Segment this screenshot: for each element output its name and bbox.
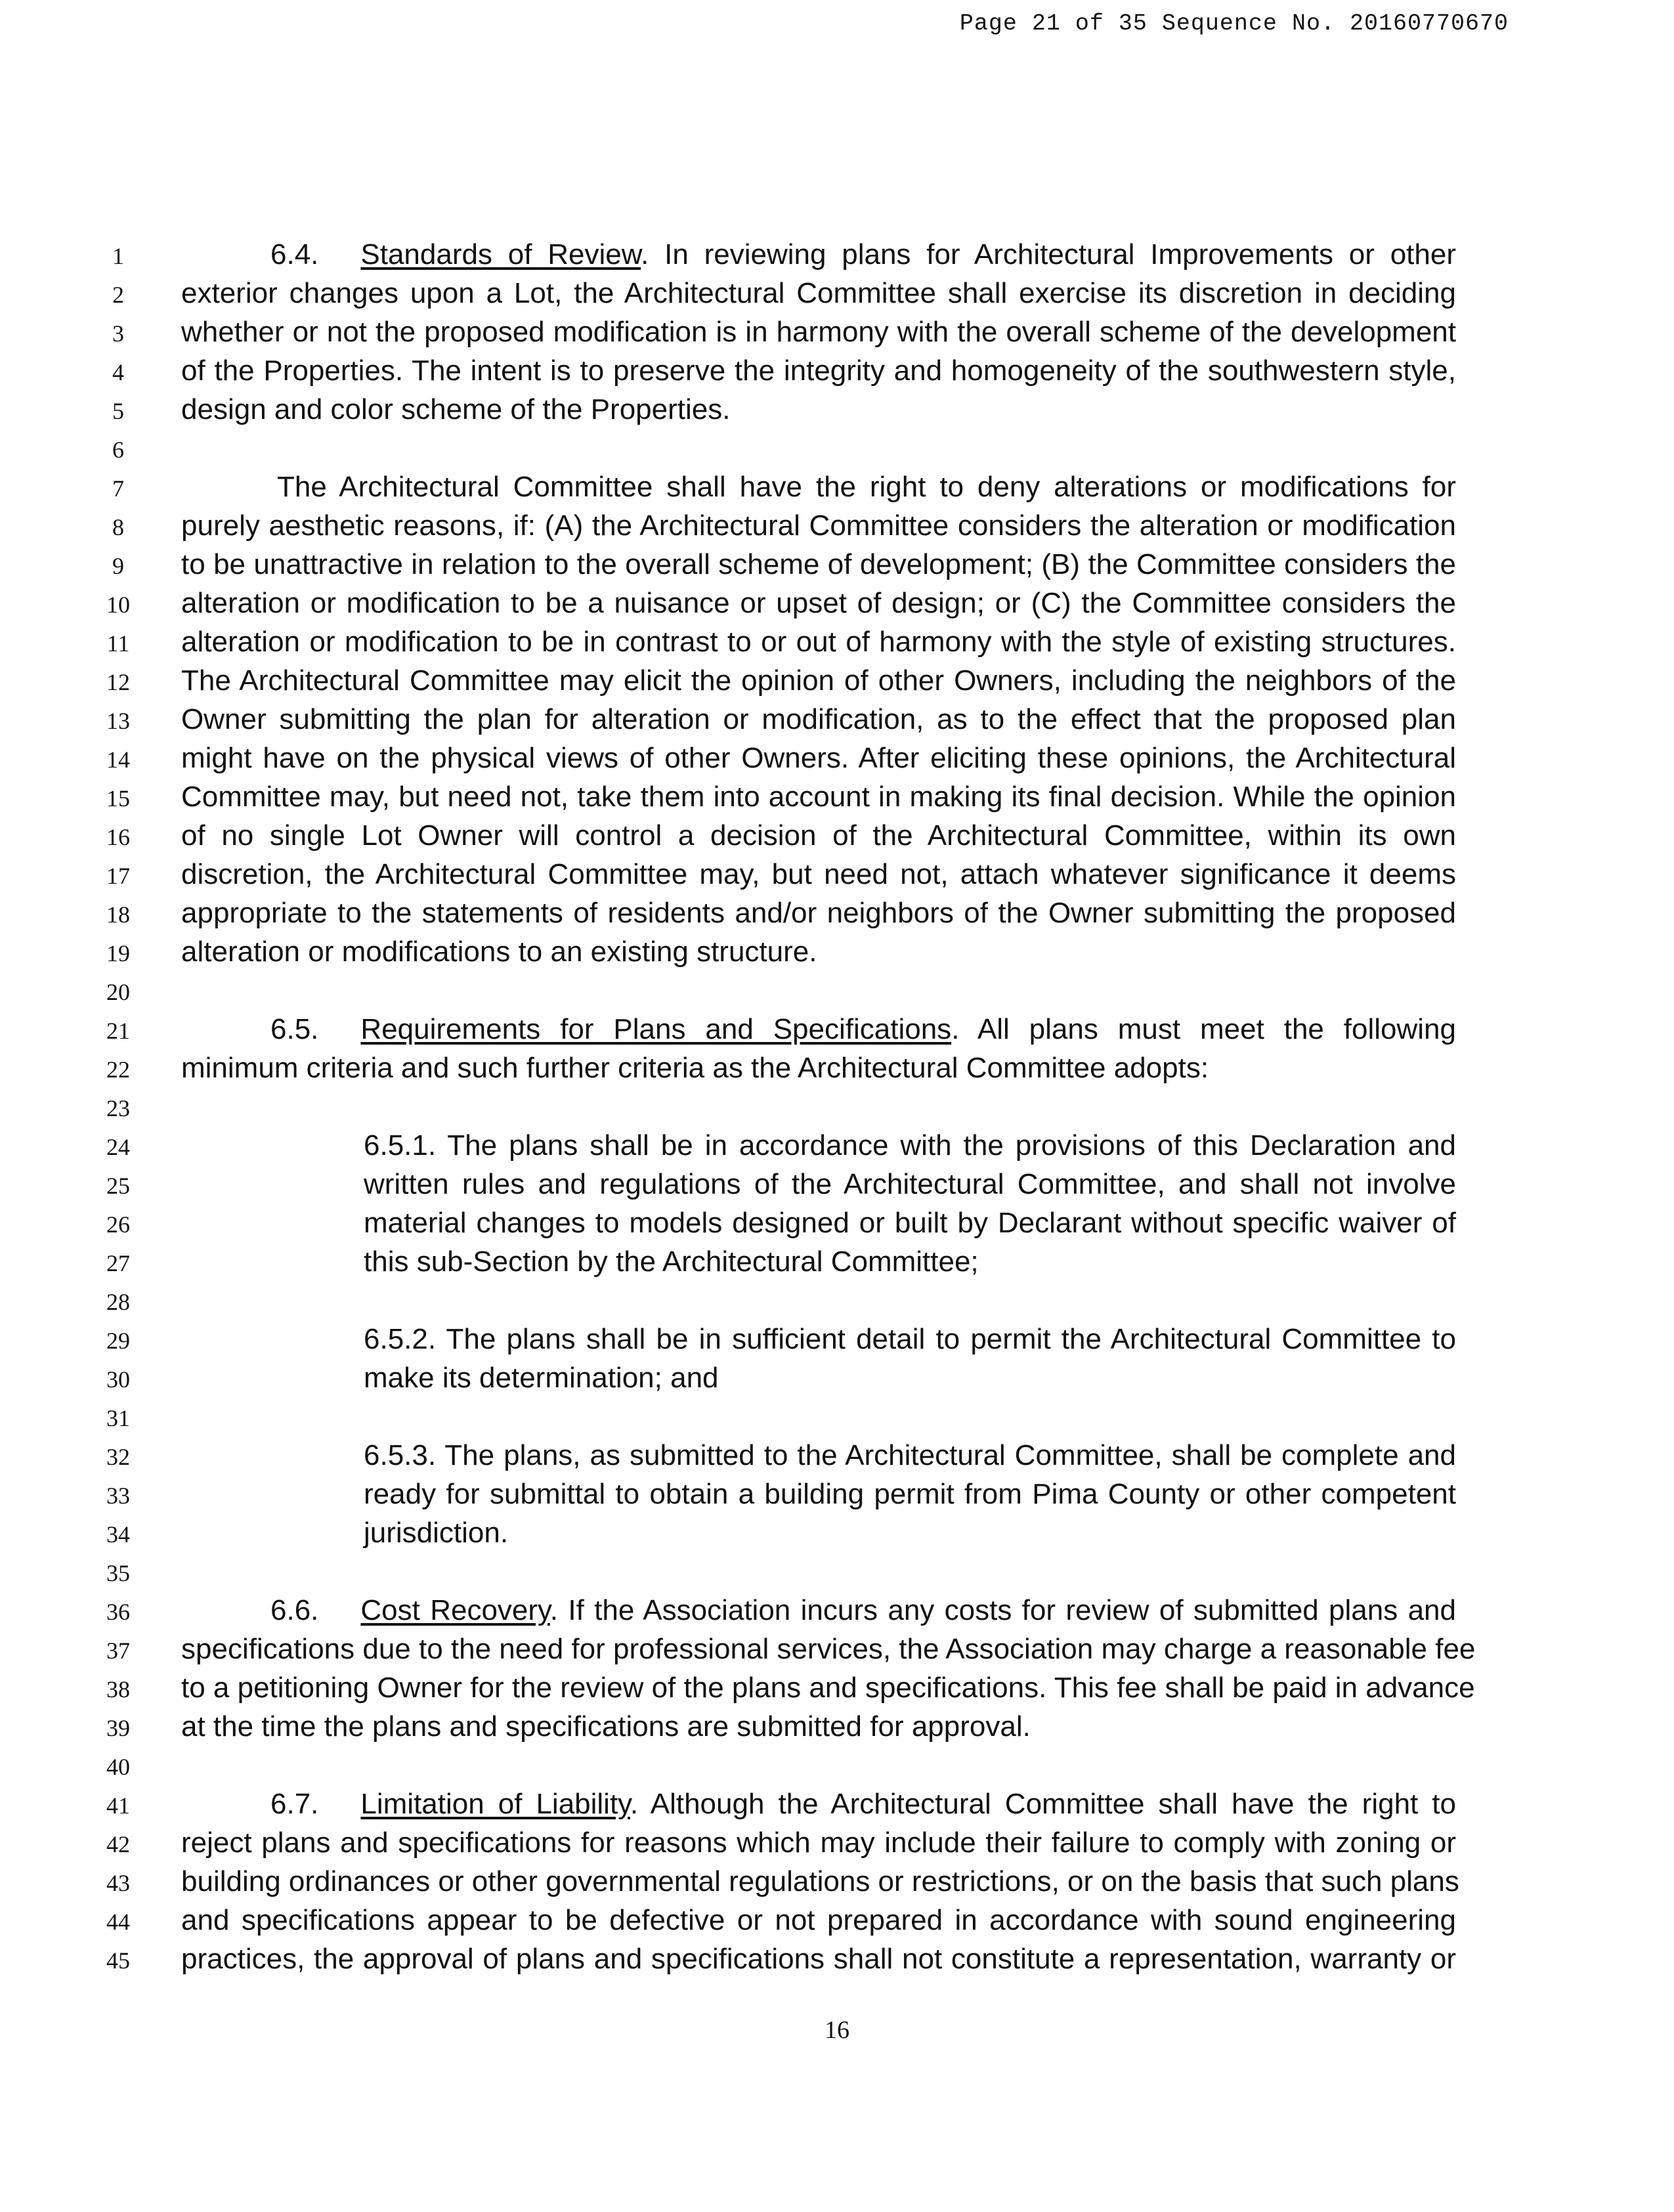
text-line: this sub-Section by the Architectural Committee; bbox=[364, 1246, 979, 1278]
subsection-6-5-1-line: 6.5.1. The plans shall be in accordance with the provisions of this Declaration and bbox=[364, 1129, 1456, 1161]
text-line: The Architectural Committee may elicit the opinion of other Owners, including the neighbors of the bbox=[181, 664, 1456, 697]
line-number: 2 bbox=[112, 282, 124, 308]
line-number: 16 bbox=[106, 824, 130, 850]
text-line: and specifications appear to be defective or not prepared in accordance with sound engineering bbox=[181, 1904, 1456, 1936]
text-line: might have on the physical views of other Owners. After eliciting these opinions, the Architectural bbox=[181, 742, 1456, 774]
line-number: 29 bbox=[106, 1328, 130, 1354]
text-line: Committee may, but need not, take them into account in making its final decision. While the opinion bbox=[181, 781, 1456, 813]
text-line: ready for submittal to obtain a building permit from Pima County or other competent bbox=[364, 1478, 1456, 1510]
line-number: 36 bbox=[106, 1599, 130, 1625]
section-number: 6.5. bbox=[270, 1013, 319, 1045]
line-number: 21 bbox=[106, 1018, 130, 1044]
line-number: 33 bbox=[106, 1483, 130, 1509]
text-line: minimum criteria and such further criteria as the Architectural Committee adopts: bbox=[181, 1052, 1209, 1084]
section-title: Standards of Review bbox=[360, 238, 641, 271]
line-number: 27 bbox=[106, 1250, 130, 1276]
line-number: 6 bbox=[112, 437, 124, 463]
line-number: 31 bbox=[106, 1405, 130, 1431]
text-line: at the time the plans and specifications are submitted for approval. bbox=[181, 1710, 1031, 1743]
line-number: 14 bbox=[106, 747, 130, 773]
page-number-footer: 16 bbox=[825, 2016, 849, 2044]
text-line: The Architectural Committee shall have the right to deny alterations or modifications for bbox=[277, 471, 1456, 503]
subsection-6-5-3-line: 6.5.3. The plans, as submitted to the Architectural Committee, shall be complete and bbox=[364, 1439, 1456, 1471]
line-number: 42 bbox=[106, 1831, 130, 1857]
section-6-5-heading-line bbox=[181, 1015, 1456, 1044]
text-line: exterior changes upon a Lot, the Architectural Committee shall exercise its discretion in deciding bbox=[181, 277, 1456, 309]
line-number: 41 bbox=[106, 1792, 130, 1819]
line-number: 20 bbox=[106, 979, 130, 1005]
section-text: . Although the Architectural Committee shall have the right to bbox=[630, 1788, 1456, 1820]
text-line: discretion, the Architectural Committee may, but need not, attach whatever significance it deems bbox=[181, 858, 1456, 890]
line-number: 3 bbox=[112, 320, 124, 347]
line-number: 23 bbox=[106, 1095, 130, 1121]
section-text: . All plans must meet the following bbox=[951, 1013, 1456, 1045]
line-number: 10 bbox=[106, 592, 130, 618]
line-number: 38 bbox=[106, 1676, 130, 1702]
line-number: 4 bbox=[112, 359, 124, 385]
text-line: material changes to models designed or built by Declarant without specific waiver of bbox=[364, 1207, 1456, 1239]
section-number: 6.4. bbox=[270, 238, 319, 271]
text-line: written rules and regulations of the Architectural Committee, and shall not involve bbox=[364, 1168, 1456, 1200]
text-line: Owner submitting the plan for alteration or modification, as to the effect that the proposed plan bbox=[181, 703, 1456, 735]
line-number: 44 bbox=[106, 1909, 130, 1935]
line-number: 34 bbox=[106, 1521, 130, 1548]
line-number: 8 bbox=[112, 514, 124, 540]
subsection-6-5-2-line: 6.5.2. The plans shall be in sufficient detail to permit the Architectural Committee to bbox=[364, 1323, 1456, 1355]
text-line: make its determination; and bbox=[364, 1362, 719, 1394]
line-number: 25 bbox=[106, 1173, 130, 1199]
line-number: 24 bbox=[106, 1134, 130, 1160]
line-number: 18 bbox=[106, 901, 130, 928]
text-line: specifications due to the need for professional services, the Association may charge a reasonable fee bbox=[181, 1633, 1476, 1665]
text-line: of the Properties. The intent is to preserve the integrity and homogeneity of the southwestern style, bbox=[181, 355, 1456, 387]
section-text: . In reviewing plans for Architectural Improvements or other bbox=[641, 238, 1456, 271]
text-line: design and color scheme of the Properties. bbox=[181, 393, 731, 425]
section-title: Limitation of Liability bbox=[360, 1788, 630, 1820]
section-text: . If the Association incurs any costs for review of submitted plans and bbox=[549, 1594, 1456, 1626]
line-number: 7 bbox=[112, 475, 124, 502]
line-number: 19 bbox=[106, 940, 130, 966]
line-number: 15 bbox=[106, 785, 130, 812]
line-number: 28 bbox=[106, 1289, 130, 1315]
line-number: 1 bbox=[112, 243, 124, 269]
line-number: 45 bbox=[106, 1947, 130, 1974]
text-line: alteration or modification to be a nuisance or upset of design; or (C) the Committee considers the bbox=[181, 587, 1456, 619]
line-number: 39 bbox=[106, 1715, 130, 1741]
line-number: 37 bbox=[106, 1637, 130, 1664]
line-number: 5 bbox=[112, 398, 124, 424]
line-number: 11 bbox=[106, 630, 130, 657]
line-number: 40 bbox=[106, 1754, 130, 1780]
line-number: 22 bbox=[106, 1056, 130, 1083]
section-number: 6.7. bbox=[270, 1788, 319, 1820]
line-number: 26 bbox=[106, 1211, 130, 1238]
text-line: of no single Lot Owner will control a decision of the Architectural Committee, within its own bbox=[181, 819, 1456, 852]
section-title: Cost Recovery bbox=[360, 1594, 550, 1626]
line-number: 12 bbox=[106, 669, 130, 695]
line-number: 13 bbox=[106, 708, 130, 734]
section-title: Requirements for Plans and Specifications bbox=[360, 1013, 952, 1045]
text-line: to be unattractive in relation to the overall scheme of development; (B) the Committee considers the bbox=[181, 548, 1456, 580]
section-6-7-heading-line bbox=[181, 1790, 1456, 1819]
line-number: 30 bbox=[106, 1366, 130, 1393]
line-number: 17 bbox=[106, 863, 130, 889]
text-line: jurisdiction. bbox=[364, 1517, 509, 1549]
text-line: purely aesthetic reasons, if: (A) the Architectural Committee considers the alteration or modification bbox=[181, 510, 1456, 542]
section-number: 6.6. bbox=[270, 1594, 319, 1626]
section-6-6-heading-line bbox=[181, 1596, 1456, 1625]
text-line: reject plans and specifications for reasons which may include their failure to comply with zoning or bbox=[181, 1827, 1456, 1859]
line-number: 32 bbox=[106, 1444, 130, 1470]
text-line: appropriate to the statements of residents and/or neighbors of the Owner submitting the proposed bbox=[181, 897, 1456, 929]
text-line: building ordinances or other governmental regulations or restrictions, or on the basis that such plans bbox=[181, 1865, 1459, 1898]
text-line: to a petitioning Owner for the review of the plans and specifications. This fee shall be paid in advance bbox=[181, 1672, 1475, 1704]
line-number: 43 bbox=[106, 1870, 130, 1896]
text-line: practices, the approval of plans and specifications shall not constitute a representation, warranty or bbox=[181, 1943, 1456, 1975]
text-line: alteration or modification to be in contrast to or out of harmony with the style of existing structures. bbox=[181, 626, 1456, 658]
section-6-4-heading-line bbox=[181, 240, 1456, 269]
page-sequence-header: Page 21 of 35 Sequence No. 20160770670 bbox=[959, 11, 1509, 37]
line-number: 9 bbox=[112, 553, 124, 579]
text-line: alteration or modifications to an existing structure. bbox=[181, 936, 817, 968]
text-line: whether or not the proposed modification is in harmony with the overall scheme of the development bbox=[181, 316, 1456, 348]
line-number: 35 bbox=[106, 1560, 130, 1586]
